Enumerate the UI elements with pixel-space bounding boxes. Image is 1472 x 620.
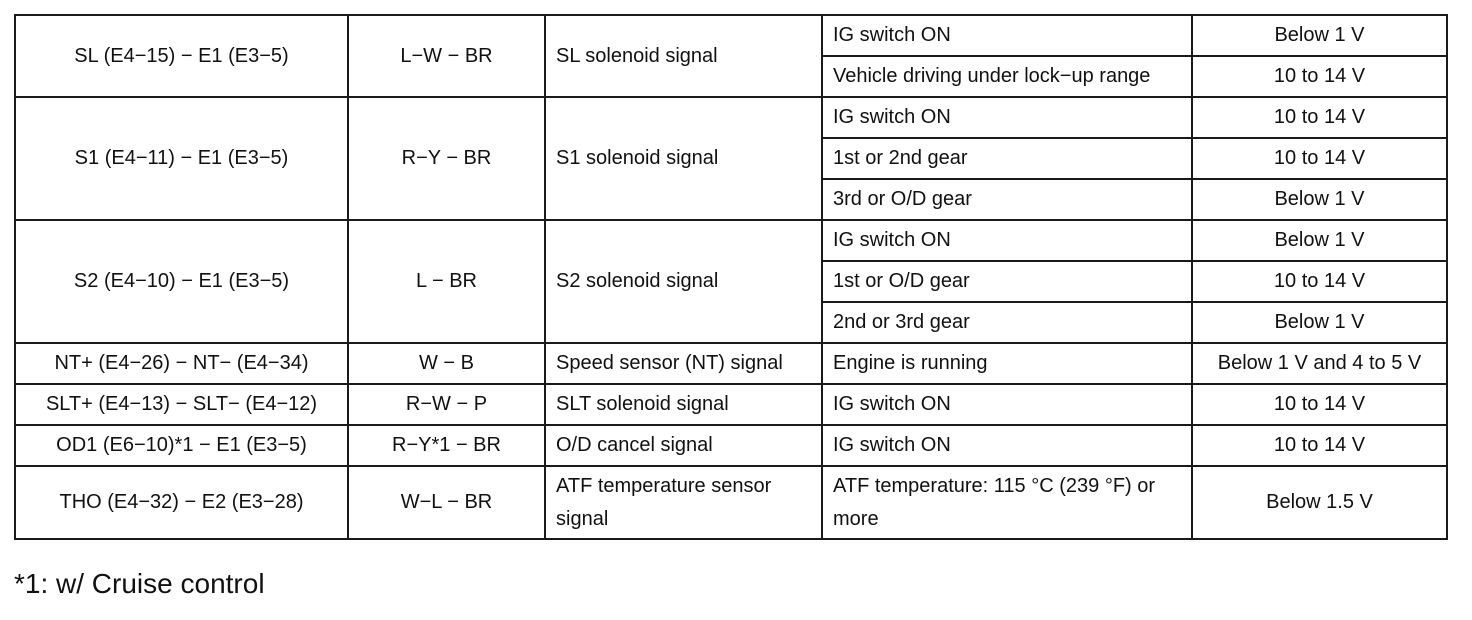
specified-condition-cell: Below 1 V: [1192, 15, 1447, 56]
specified-condition-cell: Below 1 V: [1192, 302, 1447, 343]
table-row: [15, 97, 1447, 138]
description-cell: O/D cancel signal: [545, 425, 822, 466]
specified-condition-cell: Below 1 V: [1192, 220, 1447, 261]
terminal-cell: SLT+ (E4−13) − SLT− (E4−12): [15, 384, 348, 425]
condition-cell: IG switch ON: [822, 15, 1192, 56]
wiring-color-cell: R−Y − BR: [348, 97, 545, 220]
terminal-cell: S1 (E4−11) − E1 (E3−5): [15, 97, 348, 220]
description-cell: SLT solenoid signal: [545, 384, 822, 425]
table-row: [15, 220, 1447, 261]
condition-cell: ATF temperature: 115 °C (239 °F) or more: [822, 466, 1192, 539]
specified-condition-cell: Below 1 V: [1192, 179, 1447, 220]
wiring-color-cell: W − B: [348, 343, 545, 384]
terminal-cell: NT+ (E4−26) − NT− (E4−34): [15, 343, 348, 384]
specified-condition-cell: 10 to 14 V: [1192, 138, 1447, 179]
condition-cell: Vehicle driving under lock−up range: [822, 56, 1192, 97]
condition-cell: IG switch ON: [822, 97, 1192, 138]
specified-condition-cell: Below 1 V and 4 to 5 V: [1192, 343, 1447, 384]
condition-cell: 1st or 2nd gear: [822, 138, 1192, 179]
description-cell: SL solenoid signal: [545, 15, 822, 97]
terminal-cell: S2 (E4−10) − E1 (E3−5): [15, 220, 348, 343]
description-cell: S1 solenoid signal: [545, 97, 822, 220]
specified-condition-cell: 10 to 14 V: [1192, 384, 1447, 425]
wiring-color-cell: R−W − P: [348, 384, 545, 425]
terminal-cell: THO (E4−32) − E2 (E3−28): [15, 466, 348, 539]
wiring-color-cell: L−W − BR: [348, 15, 545, 97]
condition-cell: Engine is running: [822, 343, 1192, 384]
table-row: [15, 384, 1447, 425]
specified-condition-cell: 10 to 14 V: [1192, 425, 1447, 466]
table-row: [15, 15, 1447, 56]
terminal-cell: OD1 (E6−10)*1 − E1 (E3−5): [15, 425, 348, 466]
wiring-color-cell: W−L − BR: [348, 466, 545, 539]
wiring-color-cell: L − BR: [348, 220, 545, 343]
condition-cell: IG switch ON: [822, 220, 1192, 261]
description-cell: S2 solenoid signal: [545, 220, 822, 343]
table-row: [15, 425, 1447, 466]
table-row: [15, 343, 1447, 384]
condition-cell: 1st or O/D gear: [822, 261, 1192, 302]
wiring-color-cell: R−Y*1 − BR: [348, 425, 545, 466]
terminal-specification-table: [14, 14, 1448, 540]
description-cell: Speed sensor (NT) signal: [545, 343, 822, 384]
footnote: *1: w/ Cruise control: [14, 568, 265, 599]
terminal-cell: SL (E4−15) − E1 (E3−5): [15, 15, 348, 97]
specified-condition-cell: Below 1.5 V: [1192, 466, 1447, 539]
condition-cell: 2nd or 3rd gear: [822, 302, 1192, 343]
condition-cell: IG switch ON: [822, 425, 1192, 466]
specified-condition-cell: 10 to 14 V: [1192, 261, 1447, 302]
condition-cell: 3rd or O/D gear: [822, 179, 1192, 220]
specified-condition-cell: 10 to 14 V: [1192, 56, 1447, 97]
table-row: [15, 466, 1447, 539]
description-cell: ATF temperature sensor signal: [545, 466, 822, 539]
specified-condition-cell: 10 to 14 V: [1192, 97, 1447, 138]
condition-cell: IG switch ON: [822, 384, 1192, 425]
